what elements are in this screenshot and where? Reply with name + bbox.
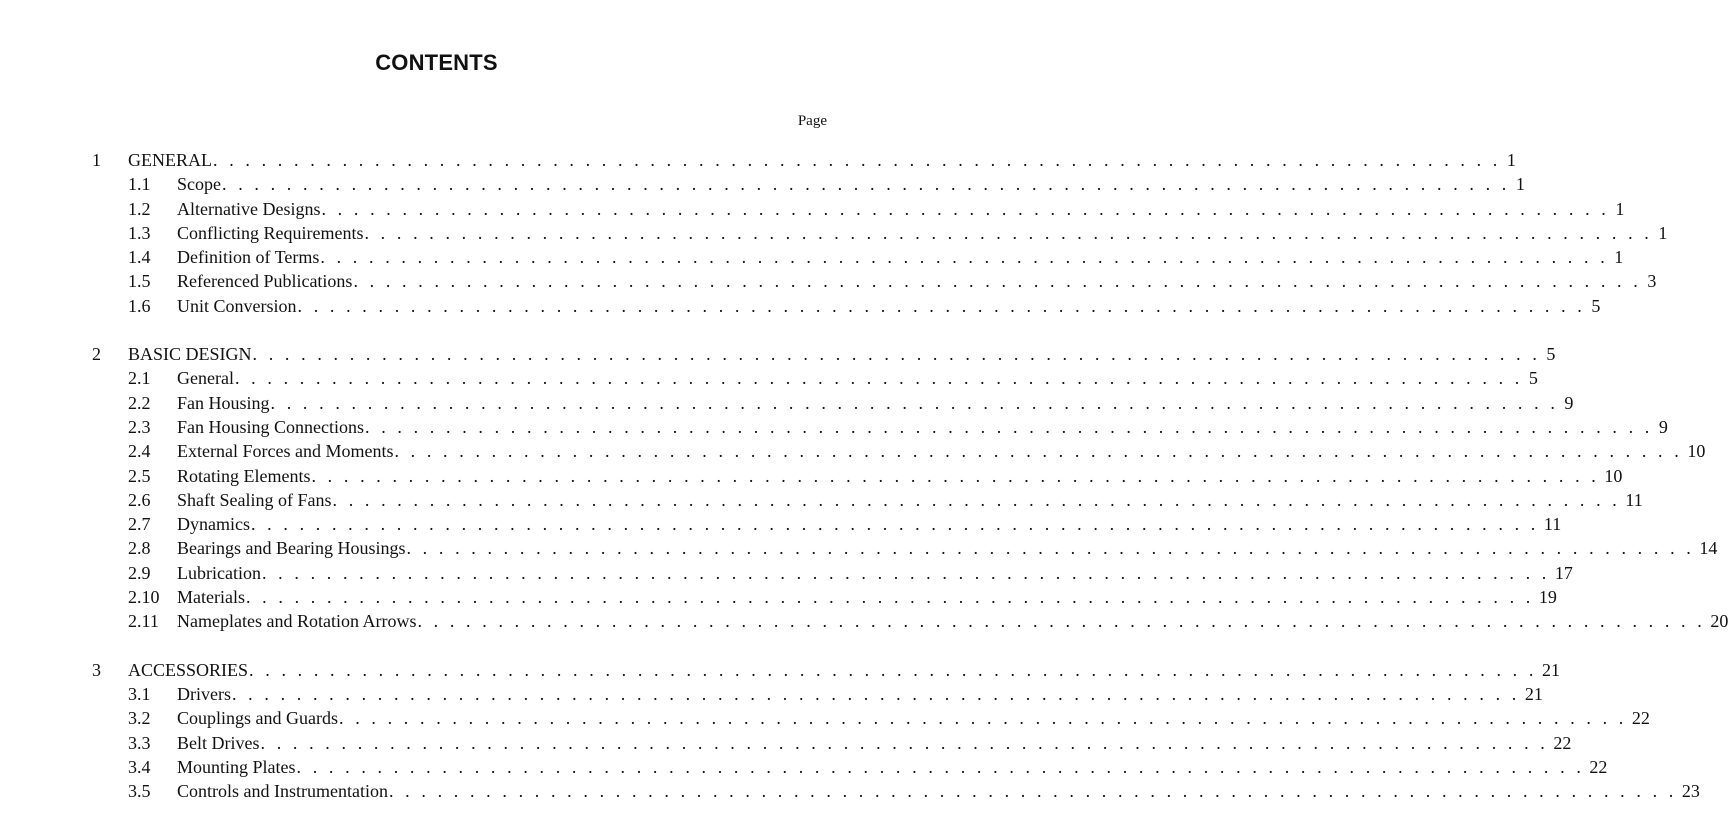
entry-number: 2.10 xyxy=(128,587,160,608)
entry-page-number[interactable]: 1 xyxy=(1515,174,1525,195)
toc-subsection[interactable] xyxy=(0,706,1650,730)
entry-title[interactable]: Materials xyxy=(177,587,245,608)
entry-title[interactable]: Definition of Terms xyxy=(177,247,320,268)
toc-subsection[interactable] xyxy=(0,245,1624,269)
dot-leader: . . . . . . . . . . . . . . . . . . . . . . . . . . . . . . . . . . . . . . . . . . . . . . . . . . . . . . . . . . . . . . . . . . . . . . . . . . . . . . . . xyxy=(332,489,1621,510)
dot-leader: . . . . . . . . . . . . . . . . . . . . . . . . . . . . . . . . . . . . . . . . . . . . . . . . . . . . . . . . . . . . . . . . . . . . . . . . . . . . . . . . xyxy=(365,416,1653,437)
entry-number: 1.4 xyxy=(128,247,151,268)
toc-subsection[interactable] xyxy=(0,221,1668,245)
entry-title[interactable]: Scope xyxy=(177,174,221,195)
entry-page-number[interactable]: 21 xyxy=(1541,659,1560,680)
entry-body xyxy=(177,391,1574,415)
entry-number: 2.6 xyxy=(128,489,151,510)
entry-title[interactable]: General xyxy=(177,368,234,389)
dot-leader: . . . . . . . . . . . . . . . . . . . . . . . . . . . . . . . . . . . . . . . . . . . . . . . . . . . . . . . . . . . . . . . . . . . . . . . . . . . . . . . . xyxy=(353,271,1642,292)
dot-leader: . . . . . . . . . . . . . . . . . . . . . . . . . . . . . . . . . . . . . . . . . . . . . . . . . . . . . . . . . . . . . . . . . . . . . . . . . . . . . . . . xyxy=(234,368,1523,389)
entry-body xyxy=(128,658,1560,682)
toc-section-heading[interactable] xyxy=(0,342,1556,366)
entry-body xyxy=(177,755,1608,779)
entry-number: 2.2 xyxy=(128,392,151,413)
toc-subsection[interactable] xyxy=(0,755,1608,779)
page-column-label: Page xyxy=(797,113,827,129)
dot-leader: . . . . . . . . . . . . . . . . . . . . . . . . . . . . . . . . . . . . . . . . . . . . . . . . . . . . . . . . . . . . . . . . . . . . . . . . . . . . . . . . xyxy=(339,708,1627,729)
entry-number: 3.5 xyxy=(128,781,151,802)
entry-body xyxy=(177,464,1623,488)
entry-title[interactable]: Drivers xyxy=(177,683,231,704)
dot-leader: . . . . . . . . . . . . . . . . . . . . . . . . . . . . . . . . . . . . . . . . . . . . . . . . . . . . . . . . . . . . . . . . . . . . . . . . . . . . . . . . xyxy=(252,344,1541,365)
entry-page-number[interactable]: 23 xyxy=(1681,781,1700,802)
toc-section-heading[interactable] xyxy=(0,658,1560,682)
dot-leader: . . . . . . . . . . . . . . . . . . . . . . . . . . . . . . . . . . . . . . . . . . . . . . . . . . . . . . . . . . . . . . . . . . . . . . . . . . . . . . . . xyxy=(245,587,1534,608)
entry-body xyxy=(177,585,1557,609)
entry-page-number[interactable]: 5 xyxy=(1591,295,1601,316)
toc-subsection[interactable] xyxy=(0,488,1643,512)
entry-title[interactable]: Couplings and Guards xyxy=(177,708,338,729)
dot-leader: . . . . . . . . . . . . . . . . . . . . . . . . . . . . . . . . . . . . . . . . . . . . . . . . . . . . . . . . . . . . . . . . . . . . . . . . . . . . . . . . xyxy=(297,295,1586,316)
dot-leader: . . . . . . . . . . . . . . . . . . . . . . . . . . . . . . . . . . . . . . . . . . . . . . . . . . . . . . . . . . . . . . . . . . . . . . . . . . . . . . . . xyxy=(406,538,1695,559)
toc-subsection[interactable] xyxy=(0,391,1574,415)
entry-body xyxy=(177,779,1700,803)
entry-title[interactable]: Lubrication xyxy=(177,562,261,583)
dot-leader: . . . . . . . . . . . . . . . . . . . . . . . . . . . . . . . . . . . . . . . . . . . . . . . . . . . . . . . . . . . . . . . . . . . . . . . . . . . . . . . . xyxy=(388,781,1677,802)
toc-section-heading[interactable] xyxy=(0,148,1516,172)
entry-body xyxy=(177,172,1525,196)
dot-leader: . . . . . . . . . . . . . . . . . . . . . . . . . . . . . . . . . . . . . . . . . . . . . . . . . . . . . . . . . . . . . . . . . . . . . . . . . . . . . . . . xyxy=(250,514,1539,535)
entry-body xyxy=(177,609,1728,633)
entry-title[interactable]: Alternative Designs xyxy=(177,198,321,219)
entry-title[interactable]: Referenced Publications xyxy=(177,271,353,292)
entry-page-number[interactable]: 10 xyxy=(1604,465,1623,486)
toc-subsection[interactable] xyxy=(0,731,1572,755)
entry-page-number[interactable]: 14 xyxy=(1699,538,1718,559)
dot-leader: . . . . . . . . . . . . . . . . . . . . . . . . . . . . . . . . . . . . . . . . . . . . . . . . . . . . . . . . . . . . . . . . . . . . . . . . . . . . . . . . xyxy=(296,756,1585,777)
entry-body xyxy=(128,148,1516,172)
entry-body xyxy=(177,512,1562,536)
toc-section xyxy=(0,342,1728,634)
dot-leader: . . . . . . . . . . . . . . . . . . . . . . . . . . . . . . . . . . . . . . . . . . . . . . . . . . . . . . . . . . . . . . . . . . . . . . . . . . . . . . . . xyxy=(213,150,1501,170)
entry-body xyxy=(128,342,1556,366)
entry-page-number[interactable]: 11 xyxy=(1543,514,1562,535)
entry-body xyxy=(177,245,1624,269)
entry-title[interactable]: External Forces and Moments xyxy=(177,441,394,462)
entry-page-number[interactable]: 10 xyxy=(1687,441,1706,462)
entry-page-number[interactable]: 5 xyxy=(1528,368,1538,389)
entry-body xyxy=(177,706,1650,730)
entry-title[interactable]: Unit Conversion xyxy=(177,295,297,316)
dot-leader: . . . . . . . . . . . . . . . . . . . . . . . . . . . . . . . . . . . . . . . . . . . . . . . . . . . . . . . . . . . . . . . . . . . . . . . . . . . . . . . . xyxy=(321,198,1610,219)
entry-title[interactable]: Shaft Sealing of Fans xyxy=(177,489,332,510)
entry-number: 2.9 xyxy=(128,562,151,583)
entry-title[interactable]: Belt Drives xyxy=(177,732,260,753)
toc-subsection[interactable] xyxy=(0,197,1625,221)
entry-page-number[interactable]: 17 xyxy=(1554,562,1573,583)
toc-subsection[interactable] xyxy=(0,682,1543,706)
contents-heading: CONTENTS xyxy=(375,50,498,75)
dot-leader: . . . . . . . . . . . . . . . . . . . . . . . . . . . . . . . . . . . . . . . . . . . . . . . . . . . . . . . . . . . . . . . . . . . . . . . . . . . . . . . . xyxy=(320,247,1609,268)
entry-body xyxy=(177,488,1643,512)
toc-subsection[interactable] xyxy=(0,536,1718,560)
entry-page-number[interactable]: 5 xyxy=(1546,344,1556,365)
entry-number: 2 xyxy=(92,344,101,365)
entry-body xyxy=(177,536,1718,560)
entry-number: 2.7 xyxy=(128,514,151,535)
entry-title[interactable]: ACCESSORIES xyxy=(128,659,249,680)
toc-subsection[interactable] xyxy=(0,609,1728,633)
toc-subsection[interactable] xyxy=(0,439,1706,463)
toc-subsection[interactable] xyxy=(0,561,1573,585)
dot-leader: . . . . . . . . . . . . . . . . . . . . . . . . . . . . . . . . . . . . . . . . . . . . . . . . . . . . . . . . . . . . . . . . . . . . . . . . . . . . . . . . xyxy=(249,659,1537,680)
table-of-contents xyxy=(0,148,1728,827)
dot-leader: . . . . . . . . . . . . . . . . . . . . . . . . . . . . . . . . . . . . . . . . . . . . . . . . . . . . . . . . . . . . . . . . . . . . . . . . . . . . . . . . xyxy=(260,732,1549,753)
entry-page-number[interactable]: 1 xyxy=(1506,150,1516,170)
toc-subsection[interactable] xyxy=(0,415,1668,439)
entry-number: 1.1 xyxy=(128,174,151,195)
entry-title[interactable]: Dynamics xyxy=(177,514,250,535)
entry-title[interactable]: Controls and Instrumentation xyxy=(177,781,388,802)
toc-subsection[interactable] xyxy=(0,464,1623,488)
entry-number: 3.4 xyxy=(128,756,151,777)
entry-body xyxy=(177,415,1668,439)
entry-page-number[interactable]: 11 xyxy=(1625,489,1643,510)
dot-leader: . . . . . . . . . . . . . . . . . . . . . . . . . . . . . . . . . . . . . . . . . . . . . . . . . . . . . . . . . . . . . . . . . . . . . . . . . . . . . . . . xyxy=(270,392,1559,413)
entry-number: 1.5 xyxy=(128,271,151,292)
dot-leader: . . . . . . . . . . . . . . . . . . . . . . . . . . . . . . . . . . . . . . . . . . . . . . . . . . . . . . . . . . . . . . . . . . . . . . . . . . . . . . . . xyxy=(394,441,1683,462)
entry-body xyxy=(177,366,1538,390)
entry-number: 1.6 xyxy=(128,295,151,316)
entry-body xyxy=(177,439,1706,463)
entry-number: 2.3 xyxy=(128,416,151,437)
entry-body xyxy=(177,269,1657,293)
entry-number: 1.2 xyxy=(128,198,151,219)
entry-page-number[interactable]: 3 xyxy=(1647,271,1657,292)
entry-title[interactable]: Nameplates and Rotation Arrows xyxy=(177,611,417,632)
entry-page-number[interactable]: 22 xyxy=(1589,756,1608,777)
entry-body xyxy=(177,682,1543,706)
entry-number: 2.8 xyxy=(128,538,151,559)
entry-page-number[interactable]: 1 xyxy=(1615,198,1625,219)
dot-leader: . . . . . . . . . . . . . . . . . . . . . . . . . . . . . . . . . . . . . . . . . . . . . . . . . . . . . . . . . . . . . . . . . . . . . . . . . . . . . . . . xyxy=(417,611,1706,632)
entry-number: 1 xyxy=(92,150,101,170)
toc-subsection[interactable] xyxy=(0,779,1700,803)
toc-subsection[interactable] xyxy=(0,366,1538,390)
entry-title[interactable]: Conflicting Requirements xyxy=(177,222,364,243)
entry-title[interactable]: Fan Housing Connections xyxy=(177,416,364,437)
entry-number: 2.11 xyxy=(128,611,159,632)
entry-title[interactable]: Rotating Elements xyxy=(177,465,311,486)
dot-leader: . . . . . . . . . . . . . . . . . . . . . . . . . . . . . . . . . . . . . . . . . . . . . . . . . . . . . . . . . . . . . . . . . . . . . . . . . . . . . . . . xyxy=(261,562,1550,583)
entry-number: 2.5 xyxy=(128,465,151,486)
entry-page-number[interactable]: 20 xyxy=(1710,611,1728,632)
toc-subsection[interactable] xyxy=(0,172,1525,196)
entry-number: 3.1 xyxy=(128,683,151,704)
entry-title[interactable]: Mounting Plates xyxy=(177,756,296,777)
entry-title[interactable]: Fan Housing xyxy=(177,392,270,413)
entry-body xyxy=(177,221,1668,245)
entry-number: 2.1 xyxy=(128,368,151,389)
entry-page-number[interactable]: 9 xyxy=(1564,392,1574,413)
entry-title[interactable]: Bearings and Bearing Housings xyxy=(177,538,406,559)
dot-leader: . . . . . . . . . . . . . . . . . . . . . . . . . . . . . . . . . . . . . . . . . . . . . . . . . . . . . . . . . . . . . . . . . . . . . . . . . . . . . . . . xyxy=(231,683,1520,704)
entry-number: 3.3 xyxy=(128,732,151,753)
toc-subsection[interactable] xyxy=(0,585,1557,609)
entry-body xyxy=(177,561,1573,585)
entry-body xyxy=(177,731,1572,755)
dot-leader: . . . . . . . . . . . . . . . . . . . . . . . . . . . . . . . . . . . . . . . . . . . . . . . . . . . . . . . . . . . . . . . . . . . . . . . . . . . . . . . . xyxy=(311,465,1600,486)
entry-page-number[interactable]: 1 xyxy=(1658,222,1668,243)
entry-title[interactable]: BASIC DESIGN xyxy=(128,344,252,365)
entry-number: 3.2 xyxy=(128,708,151,729)
entry-page-number[interactable]: 1 xyxy=(1614,247,1624,268)
entry-number: 3 xyxy=(92,659,101,680)
dot-leader: . . . . . . . . . . . . . . . . . . . . . . . . . . . . . . . . . . . . . . . . . . . . . . . . . . . . . . . . . . . . . . . . . . . . . . . . . . . . . . . . xyxy=(222,174,1510,195)
entry-page-number[interactable]: 22 xyxy=(1553,732,1572,753)
toc-subsection[interactable] xyxy=(0,269,1657,293)
entry-body xyxy=(177,294,1601,318)
toc-section xyxy=(0,148,1668,318)
dot-leader: . . . . . . . . . . . . . . . . . . . . . . . . . . . . . . . . . . . . . . . . . . . . . . . . . . . . . . . . . . . . . . . . . . . . . . . . . . . . . . . . xyxy=(364,222,1653,243)
toc-section xyxy=(0,658,1700,804)
toc-subsection[interactable] xyxy=(0,512,1562,536)
entry-number: 2.4 xyxy=(128,441,151,462)
toc-subsection[interactable] xyxy=(0,294,1601,318)
entry-page-number[interactable]: 22 xyxy=(1631,708,1650,729)
entry-page-number[interactable]: 21 xyxy=(1524,683,1543,704)
entry-page-number[interactable]: 19 xyxy=(1538,587,1557,608)
entry-page-number[interactable]: 9 xyxy=(1658,416,1668,437)
entry-number: 1.3 xyxy=(128,222,151,243)
entry-title[interactable]: GENERAL xyxy=(128,150,212,170)
entry-body xyxy=(177,197,1625,221)
